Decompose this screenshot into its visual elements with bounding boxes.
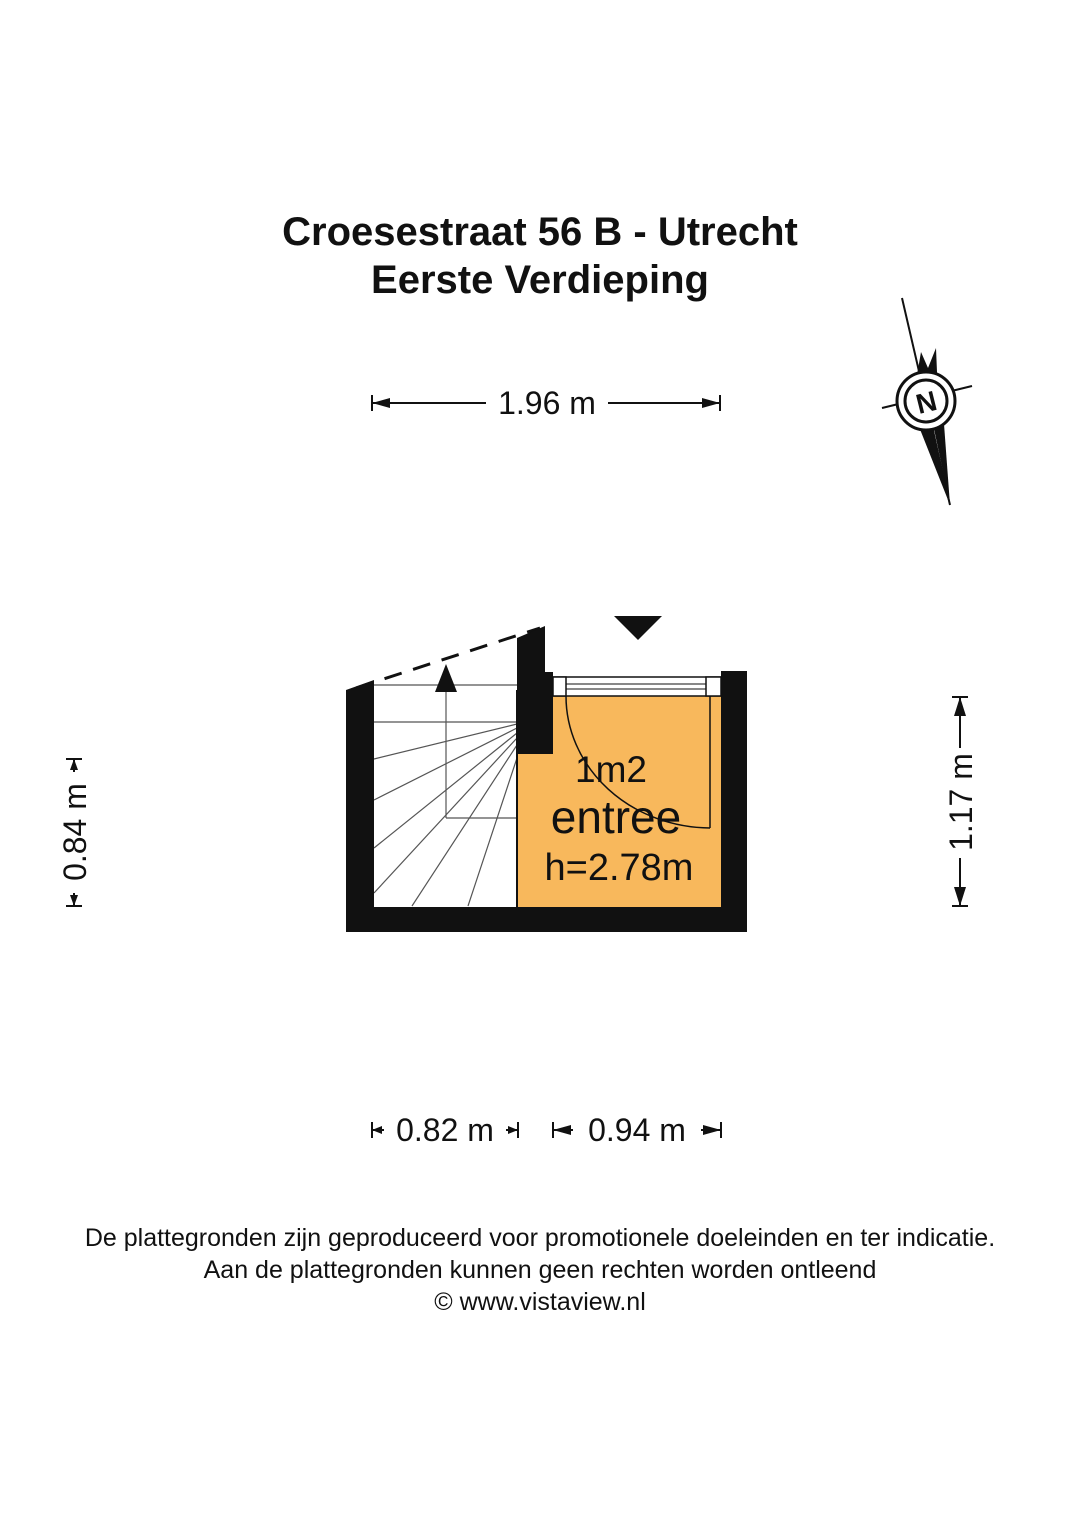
- plan-title: Croesestraat 56 B - Utrecht: [282, 210, 798, 254]
- dimension-right-height-label: 1.17 m: [943, 753, 979, 851]
- dimension-left-height-label: 0.84 m: [57, 783, 93, 881]
- room-name-label: entree: [550, 791, 682, 843]
- dimension-top-width: [372, 385, 720, 421]
- compass-north-label: N: [912, 384, 940, 420]
- dimension-right-height: [943, 697, 979, 906]
- dimension-left-height: [57, 759, 93, 906]
- door-opening: [553, 677, 721, 696]
- room-height-label: h=2.78m: [544, 847, 694, 889]
- staircase: [374, 685, 517, 906]
- compass-icon: [882, 298, 972, 505]
- dimension-bottom-left: [372, 1112, 518, 1148]
- disclaimer-line-2: Aan de plattegronden kunnen geen rechten worden ontleend: [203, 1256, 877, 1284]
- disclaimer-line-1: De plattegronden zijn geproduceerd voor promotionele doeleinden en ter indicatie.: [84, 1224, 996, 1252]
- entrance-arrow-icon: [614, 616, 662, 640]
- floor-name: Eerste Verdieping: [371, 258, 709, 302]
- stair-direction-arrow-icon: [435, 664, 457, 692]
- dimension-bottom-right: [553, 1112, 721, 1148]
- copyright-line: © www.vistaview.nl: [434, 1288, 646, 1316]
- dimension-bottom-left-label: 0.82 m: [396, 1112, 494, 1148]
- room-area-label: 1m2: [575, 749, 647, 790]
- dimension-top-width-label: 1.96 m: [498, 385, 596, 421]
- dimension-bottom-right-label: 0.94 m: [588, 1112, 686, 1148]
